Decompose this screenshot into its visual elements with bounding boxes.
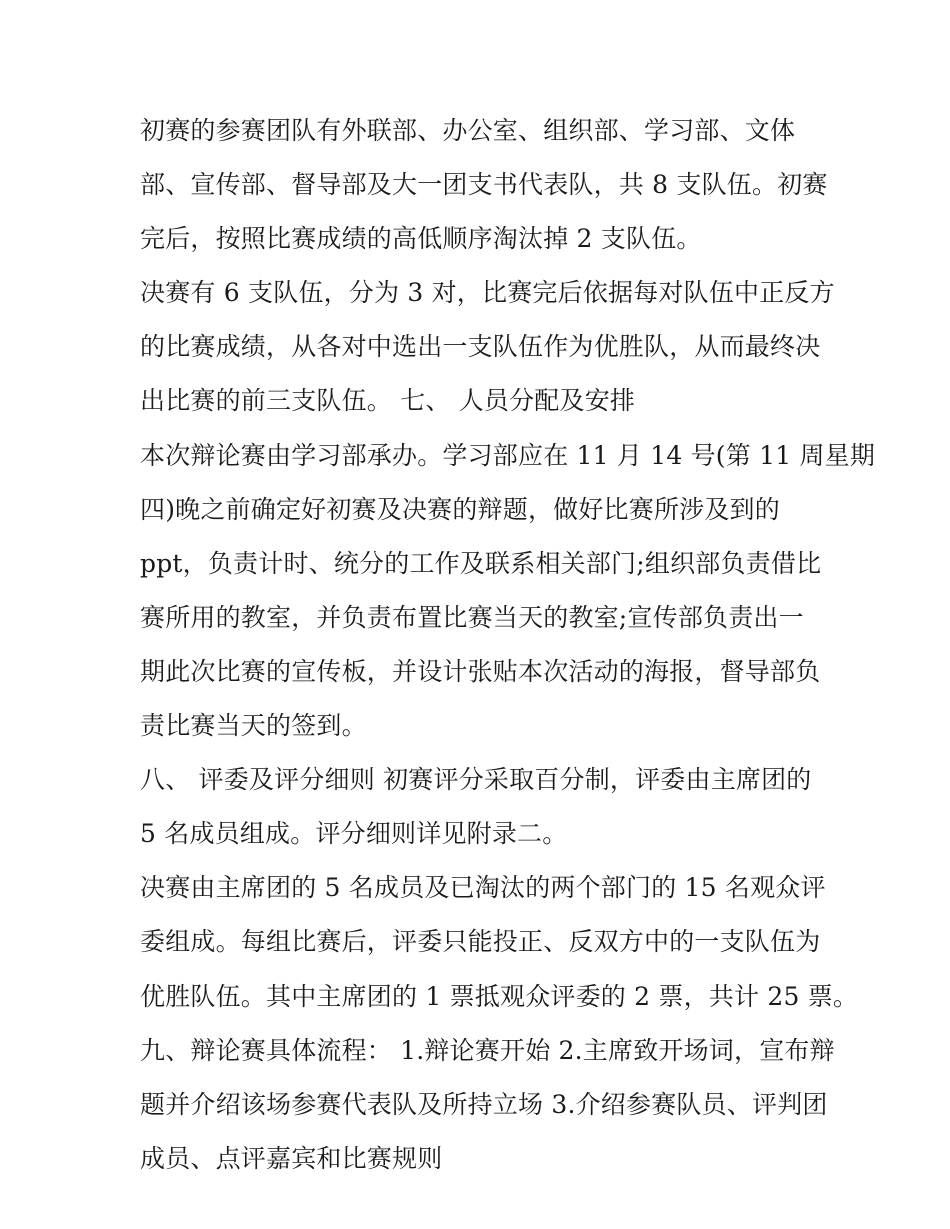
text-line: 出比赛的前三支队伍。 七、 人员分配及安排 <box>140 386 636 416</box>
text-line: 部、宣传部、督导部及大一团支书代表队，共 8 支队伍。初赛 <box>140 170 828 200</box>
text-line: 四)晚之前确定好初赛及决赛的辩题，做好比赛所涉及到的 <box>140 494 780 524</box>
text-line: 完后，按照比赛成绩的高低顺序淘汰掉 2 支队伍。 <box>140 224 702 254</box>
text-line: 期此次比赛的宣传板，并设计张贴本次活动的海报，督导部负 <box>140 656 821 686</box>
text-line: 决赛由主席团的 5 名成员及已淘汰的两个部门的 15 名观众评 <box>140 873 826 903</box>
text-line: 优胜队伍。其中主席团的 1 票抵观众评委的 2 票，共计 25 票。 <box>140 981 859 1011</box>
text-line: 委组成。每组比赛后，评委只能投正、反双方中的一支队伍为 <box>140 927 821 957</box>
text-line: 责比赛当天的签到。 <box>140 711 367 741</box>
text-line: 八、 评委及评分细则 初赛评分采取百分制，评委由主席团的 <box>140 765 812 795</box>
text-line: 5 名成员组成。评分细则详见附录二。 <box>140 819 568 849</box>
text-line: 成员、点评嘉宾和比赛规则 <box>140 1143 443 1173</box>
text-line: 的比赛成绩，从各对中选出一支队伍作为优胜队，从而最终决 <box>140 332 821 362</box>
text-line: 赛所用的教室，并负责布置比赛当天的教室;宣传部负责出一 <box>140 602 804 632</box>
text-line: ppt，负责计时、统分的工作及联系相关部门;组织部负责借比 <box>140 548 822 578</box>
text-line: 九、辩论赛具体流程： 1.辩论赛开始 2.主席致开场词，宣布辩 <box>140 1035 835 1065</box>
text-line: 决赛有 6 支队伍，分为 3 对，比赛完后依据每对队伍中正反方 <box>140 278 835 308</box>
text-line: 本次辩论赛由学习部承办。学习部应在 11 月 14 号(第 11 周星期 <box>140 440 876 470</box>
document-body <box>140 108 876 1190</box>
text-line: 题并介绍该场参赛代表队及所持立场 3.介绍参赛队员、评判团 <box>140 1089 828 1119</box>
text-line: 初赛的参赛团队有外联部、办公室、组织部、学习部、文体 <box>140 116 796 145</box>
